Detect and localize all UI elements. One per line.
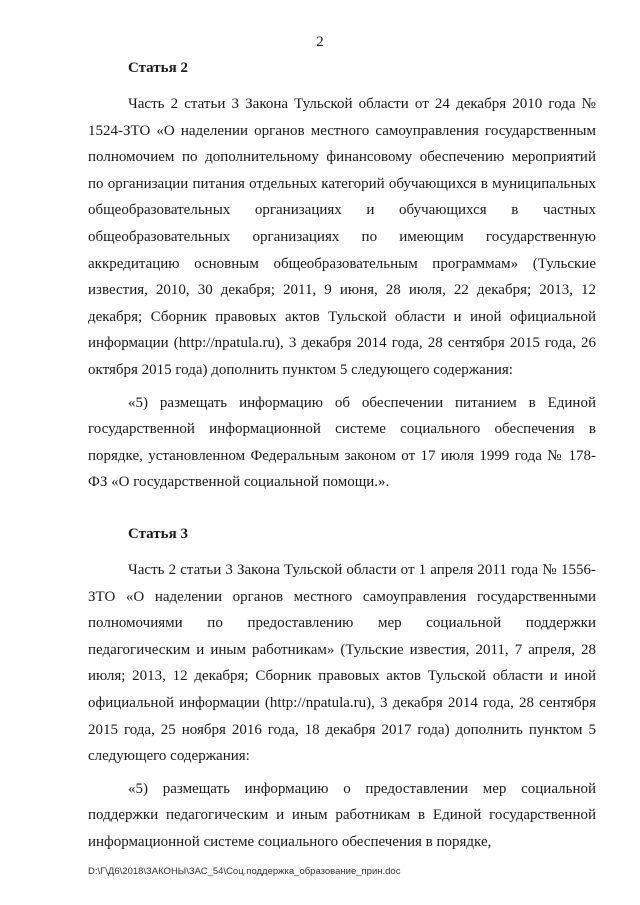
article-2-paragraph-1: Часть 2 статьи 3 Закона Тульской области от 24 декабря 2010 года № 1524-ЗТО «О наделении органов местного самоуправления государственным полномочием по дополнительному финансовому обеспечению мероприятий по организации питания отдельных категорий обучающихся в муниципальных общеобразовательных организациях и обучающихся в частных общеобразовательных организациях по имеющим государственную аккредитацию основным общеобразовательным программам» (Тульские известия, 2010, 30 декабря; 2011, 9 июня, 28 июля, 22 декабря; 2013, 12 декабря; Сборник правовых актов Тульской области и иной официальной информации (http://npatula.ru), 3 декабря 2014 года, 28 сентября 2015 года, 26 октября 2015 года) дополнить пунктом 5 следующего содержания: bbox=[88, 96, 596, 378]
article-3 bbox=[88, 524, 596, 856]
article-3-paragraph-1: Часть 2 статьи 3 Закона Тульской области от 1 апреля 2011 года № 1556-ЗТО «О наделении органов местного самоуправления государственными полномочиями по предоставлению мер социальной поддержки педагогическим и иным работникам» (Тульские известия, 2011, 7 апреля, 28 июля; 2013, 12 декабря; Сборник правовых актов Тульской области и иной официальной информации (http://npatula.ru), 3 декабря 2014 года, 28 сентября 2015 года, 25 ноября 2016 года, 18 декабря 2017 года) дополнить пунктом 5 следующего содержания: bbox=[88, 562, 596, 765]
article-2-paragraph-2: «5) размещать информацию об обеспечении питанием в Единой государственной информационной системе социального обеспечения в порядке, установленном Федеральным законом от 17 июля 1999 года № 178-ФЗ «О государственной социальной помощи.». bbox=[88, 394, 596, 491]
article-2-heading: Статья 2 bbox=[128, 60, 188, 76]
article-3-paragraph-2: «5) размещать информацию о предоставлении мер социальной поддержки педагогическим и иным работникам в Единой государственной информационной системе социального обеспечения в порядке, bbox=[88, 780, 596, 850]
article-2 bbox=[88, 58, 596, 496]
article-3-heading: Статья 3 bbox=[128, 526, 188, 542]
page-number: 2 bbox=[316, 34, 324, 50]
file-path-footer: D:\Г\Д6\2018\ЗАКОНЫ\ЗАС_54\Соц.поддержка_образование_прин.doc bbox=[88, 866, 401, 877]
